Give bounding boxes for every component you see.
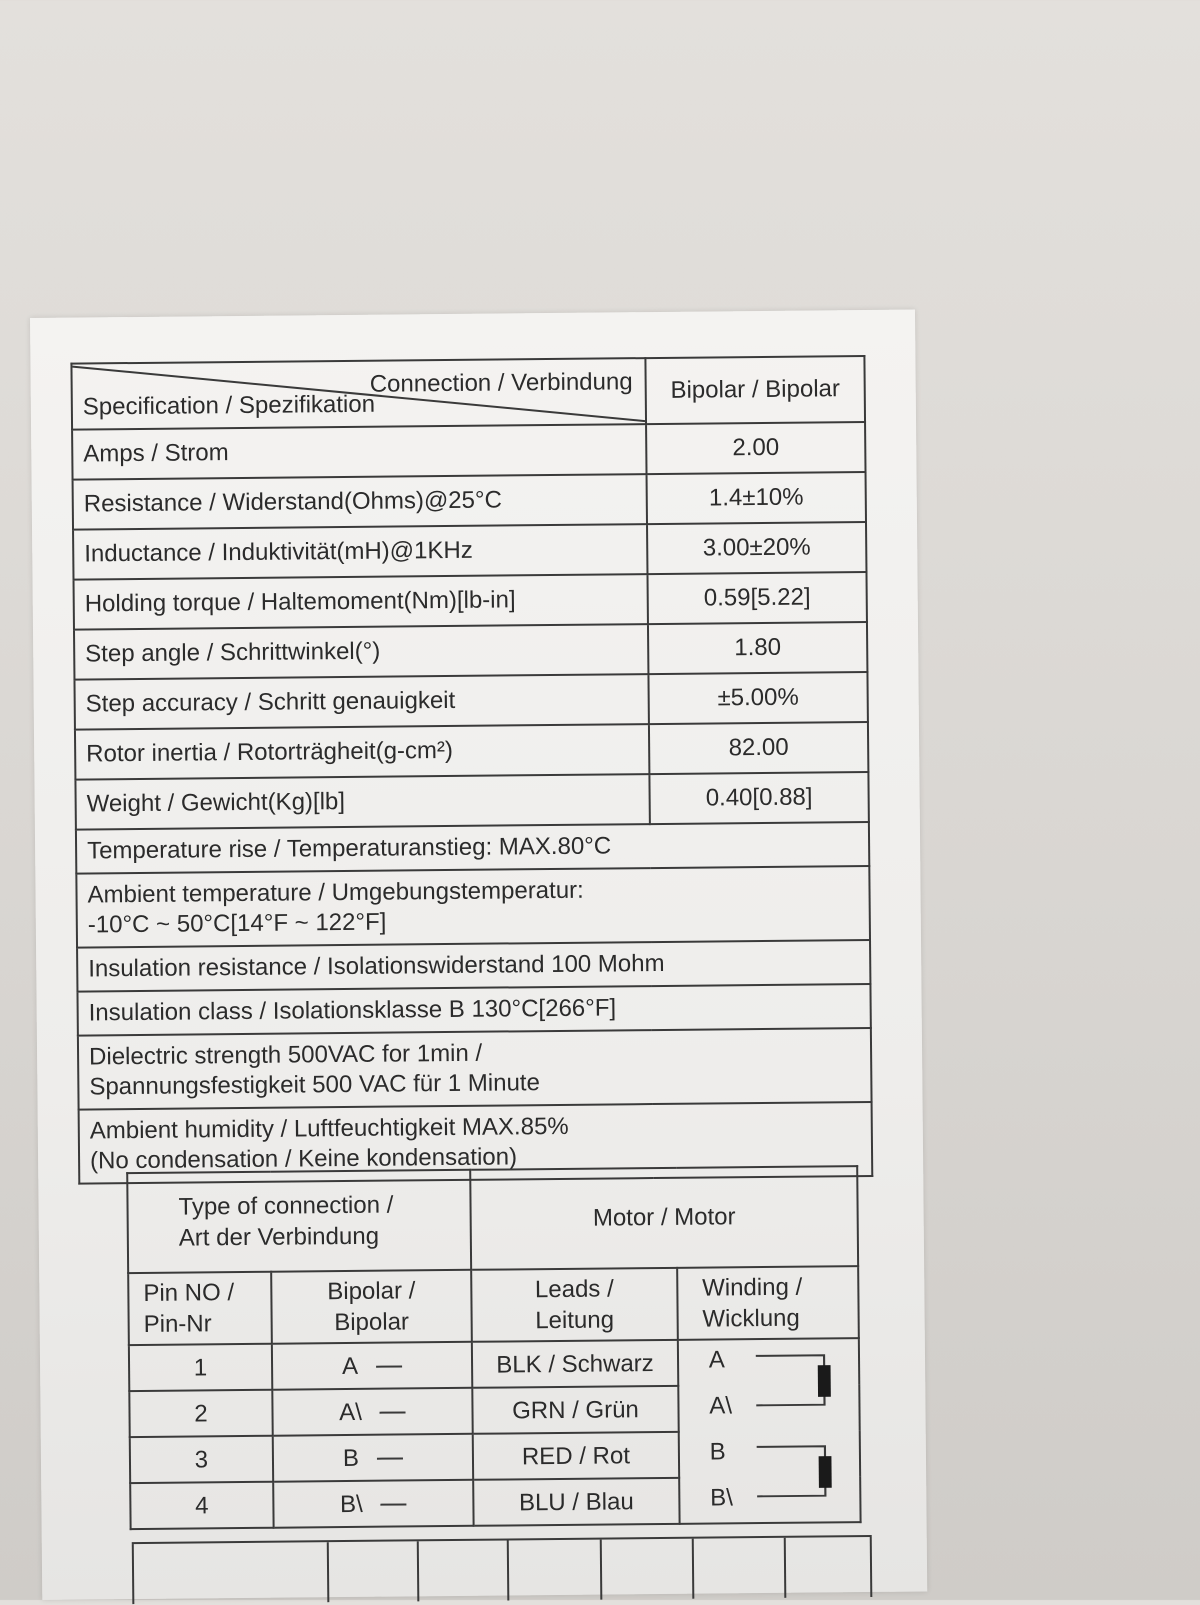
- winding-diagram: [678, 1338, 861, 1524]
- pin-header-line: Pin NO /: [143, 1279, 235, 1307]
- diagonal-header-cell: [71, 358, 646, 430]
- table-divider: [784, 1538, 787, 1598]
- note-line: Ambient humidity / Luftfeuchtigkeit MAX.85%: [89, 1112, 569, 1145]
- connection-type-line: Type of connection /: [178, 1191, 394, 1221]
- note-row: [77, 940, 870, 992]
- lead-dash-icon: [381, 1504, 407, 1506]
- spec-label: Step angle / Schrittwinkel(°): [74, 624, 648, 680]
- lead-color: BLK / Schwarz: [472, 1340, 678, 1388]
- lead-dash-icon: [377, 1458, 403, 1460]
- bipolar-header-line: Bipolar: [334, 1308, 410, 1337]
- spec-value: 0.40[0.88]: [649, 772, 868, 824]
- bipolar-header: Bipolar / Bipolar: [645, 356, 865, 424]
- spec-row: [74, 672, 867, 730]
- table-divider: [327, 1542, 330, 1602]
- spec-row: [75, 722, 868, 780]
- spec-header-row: [71, 356, 865, 430]
- note-row: [77, 984, 870, 1036]
- spec-row: [73, 472, 866, 530]
- lead-dash-icon: [380, 1412, 406, 1414]
- connection-header: Connection / Verbindung: [369, 368, 633, 398]
- bipolar-header-line: Bipolar /: [327, 1277, 416, 1306]
- note-line: Dielectric strength 500VAC for 1min /: [88, 1039, 483, 1071]
- motor-header: Motor / Motor: [470, 1166, 858, 1270]
- bipolar-cell: [272, 1342, 473, 1390]
- note-cell: [76, 822, 869, 874]
- cut-off-table-edge: [132, 1535, 873, 1604]
- spec-label: Holding torque / Haltemoment(Nm)[lb-in]: [74, 574, 648, 630]
- note-line: Insulation class / Isolationsklasse B 130°C[266°F]: [88, 994, 617, 1027]
- winding-label: A: [708, 1346, 725, 1374]
- spec-value: ±5.00%: [648, 672, 867, 724]
- spec-row: [72, 422, 865, 480]
- wiring-table: [126, 1165, 861, 1530]
- connection-type-line: Art der Verbindung: [178, 1222, 380, 1252]
- pin-number: 4: [130, 1482, 273, 1529]
- bipolar-cell: [272, 1388, 473, 1436]
- coil-diagram-icon: [679, 1339, 860, 1523]
- bipolar-terminal: A: [341, 1352, 359, 1380]
- coil-a-icon: [818, 1365, 831, 1397]
- note-line: Ambient temperature / Umgebungstemperatur:: [87, 876, 584, 909]
- leads-header-line: Leads /: [534, 1275, 614, 1304]
- spec-value: 3.00±20%: [647, 522, 866, 574]
- connection-type-header: [127, 1170, 471, 1273]
- note-row: [78, 1028, 872, 1110]
- winding-label: B: [709, 1438, 726, 1466]
- note-cell: [77, 940, 870, 992]
- spec-sheet: [30, 310, 927, 1600]
- lead-color: GRN / Grün: [472, 1386, 678, 1434]
- note-line: Temperature rise / Temperaturanstieg: MAX.80°C: [86, 832, 612, 865]
- note-line: -10°C ~ 50°C[14°F ~ 122°F]: [87, 908, 387, 939]
- pin-number: 1: [129, 1344, 272, 1391]
- winding-header-line: Winding /: [702, 1273, 803, 1302]
- lead-color: RED / Rot: [473, 1432, 679, 1480]
- spec-label: Inductance / Induktivität(mH)@1KHz: [73, 524, 647, 580]
- bipolar-terminal: A\: [339, 1398, 362, 1426]
- wiring-subheader-row: [128, 1266, 859, 1345]
- wiring-row: [129, 1338, 859, 1391]
- leads-header: [471, 1268, 677, 1342]
- bipolar-cell: [273, 1480, 474, 1528]
- specification-header: Specification / Spezifikation: [82, 390, 376, 421]
- note-line: Insulation resistance / Isolationswiderstand 100 Mohm: [88, 949, 665, 983]
- note-line: (No condensation / Keine kondensation): [89, 1143, 518, 1175]
- bipolar-terminal: B: [342, 1444, 360, 1472]
- specification-table: [70, 355, 873, 1185]
- winding-header: [677, 1266, 859, 1340]
- winding-label: A\: [709, 1392, 733, 1420]
- bipolar-column-header: [271, 1270, 472, 1344]
- winding-header-line: Wicklung: [702, 1304, 800, 1333]
- table-divider: [600, 1540, 603, 1600]
- wiring-header-row: [127, 1166, 858, 1273]
- spec-label: Step accuracy / Schritt genauigkeit: [74, 674, 648, 730]
- note-cell: [76, 866, 870, 948]
- spec-row: [74, 572, 867, 630]
- spec-row: [75, 772, 868, 830]
- spec-value: 2.00: [646, 422, 865, 474]
- spec-value: 82.00: [649, 722, 868, 774]
- spec-value: 1.4±10%: [647, 472, 866, 524]
- table-divider: [692, 1539, 695, 1599]
- table-divider: [507, 1540, 510, 1600]
- table-divider: [132, 1544, 135, 1604]
- spec-label: Resistance / Widerstand(Ohms)@25°C: [73, 474, 647, 530]
- note-cell: [78, 1028, 872, 1110]
- table-divider: [417, 1541, 420, 1601]
- coil-b-icon: [818, 1456, 831, 1488]
- pin-header-line: Pin-Nr: [143, 1310, 212, 1339]
- pin-number: 2: [129, 1390, 272, 1437]
- leads-header-line: Leitung: [535, 1306, 615, 1335]
- pin-header: [128, 1272, 271, 1346]
- spec-row: [74, 622, 867, 680]
- spec-label: Amps / Strom: [72, 424, 646, 480]
- pin-number: 3: [130, 1436, 273, 1483]
- note-line: Spannungsfestigkeit 500 VAC für 1 Minute: [89, 1069, 540, 1101]
- note-cell: [77, 984, 870, 1036]
- spec-label: Weight / Gewicht(Kg)[lb]: [75, 774, 649, 830]
- spec-label: Rotor inertia / Rotorträgheit(g-cm²): [75, 724, 649, 780]
- lead-color: BLU / Blau: [473, 1478, 679, 1526]
- note-row: [76, 866, 870, 948]
- bipolar-terminal: B\: [339, 1490, 363, 1518]
- spec-row: [73, 522, 866, 580]
- winding-label: B\: [710, 1484, 733, 1512]
- spec-value: 1.80: [648, 622, 867, 674]
- bipolar-cell: [273, 1434, 474, 1482]
- lead-dash-icon: [376, 1366, 402, 1368]
- spec-value: 0.59[5.22]: [647, 572, 866, 624]
- note-row: [76, 822, 869, 874]
- table-divider: [870, 1537, 873, 1597]
